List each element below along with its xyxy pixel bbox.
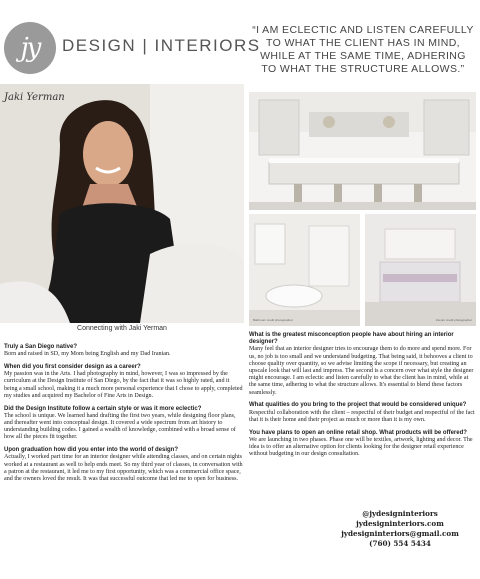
contact-block [330,509,470,549]
answer: Many feel that an interior designer tries to encourage them to do more and spend more. For us, no job is too small and we understand budgeting. That being said, it behooves a client to choose quality over quantity, so we advise limiting the scope if necessary, but creating an upscale look that will last and impress. The second is a concern over what style the designer might encourage. I am eclectic and listen carefully to what the client has in mind, while at the same time, adhering to what the structure allows. It's essential to blend these factors seamlessly. [249,346,474,396]
qa-block [249,430,475,459]
pull-quote: “I AM ECLECTIC AND LISTEN CAREFULLY TO WHAT THE CLIENT HAS IN MIND, WHILE AT THE SAME TIME, ADHERING TO WHAT THE STRUCTURE ALLOWS.” [252,24,474,75]
question: You have plans to open an online retail shop. What products will be offered? [249,429,467,436]
bedroom-illustration [365,214,476,326]
question: What is the greatest misconception people have about hiring an interior designer? [249,332,454,346]
question: Truly a San Diego native? [4,344,78,350]
qa-block [4,344,244,358]
portrait-illustration [0,84,244,323]
answer: Respectful collaboration with the client – respectful of their budget and respectful of the fact that it is their home and their project as much or more than it is my own. [249,409,475,423]
email-link[interactable]: jydesigninteriors@gmail.com [341,529,459,538]
phone-number[interactable]: (760) 554 5434 [369,539,431,548]
bathroom-illustration [249,214,360,326]
kitchen-photo [249,92,476,210]
bedroom-photo [365,214,476,326]
qa-block [4,406,244,442]
portrait-signature: Jaki Yerman [4,92,65,103]
qa-block [249,402,475,424]
website-link[interactable]: jydesigninteriors.com [356,519,444,528]
answer: Actually, I worked part time for an interior designer while attending classes, and on certain nights worked at a restaurant as well to help ends meet. So my third year of classes, in conversation with a patron at the restaurant, it led me to my first opportunity, which was a commercial office space, and the owners loved the result. It was that successful outcome that led me to open for business. [4,454,243,483]
logo-monogram-text: jy [20,33,40,63]
interview-right-column [249,332,475,464]
answer: We are launching in two phases. Phase one will be textiles, artwork, lighting and decor. The idea is to offer an alternative option for clients looking for the designer retail experience without budgeting in our design consultation. [249,436,473,458]
answer: My passion was in the Arts. I had photography in mind, however, I was so impressed by the curriculum at the Design Institute of San Diego, by the fact that it was so highly rated, and it being a small school, making it a much more personal experience that I chose to apply, completed my studies and acquired my Bachelor of Fine Arts in Design. [4,371,243,399]
question: What qualities do you bring to the project that would be considered unique? [249,402,467,409]
question: Upon graduation how did you enter into the world of design? [4,447,178,454]
instagram-handle[interactable]: @jydesigninteriors [362,509,438,518]
bed-photo-credit: Interior credit photographer [435,318,472,322]
portrait-photo [0,84,244,323]
question: Did the Design Institute follow a certain style or was it more eclectic? [4,405,202,412]
bathroom-photo [249,214,360,326]
kitchen-illustration [249,92,476,210]
portrait-caption: Connecting with Jaki Yerman [77,325,167,332]
answer: Born and raised in SD, my Mom being English and my Dad Iranian. [4,351,171,358]
interview-left-column [4,344,244,489]
logo-monogram [4,22,56,74]
answer: The school is unique. We learned hand drafting the first two years, while designing floor plans, and thereafter went into conceptual design. It covered a wide spectrum from art history to understanding building codes. I gained a wealth of knowledge, combined with a broad sense of how all the pieces fit together. [4,412,236,441]
qa-block [4,447,244,483]
qa-block [249,332,475,397]
brand-name: DESIGN | INTERIORS [62,36,261,55]
question: When did you first consider design as a career? [4,364,141,370]
bath-photo-credit: Bathroom credit photographer [253,318,293,322]
qa-block [4,364,244,400]
